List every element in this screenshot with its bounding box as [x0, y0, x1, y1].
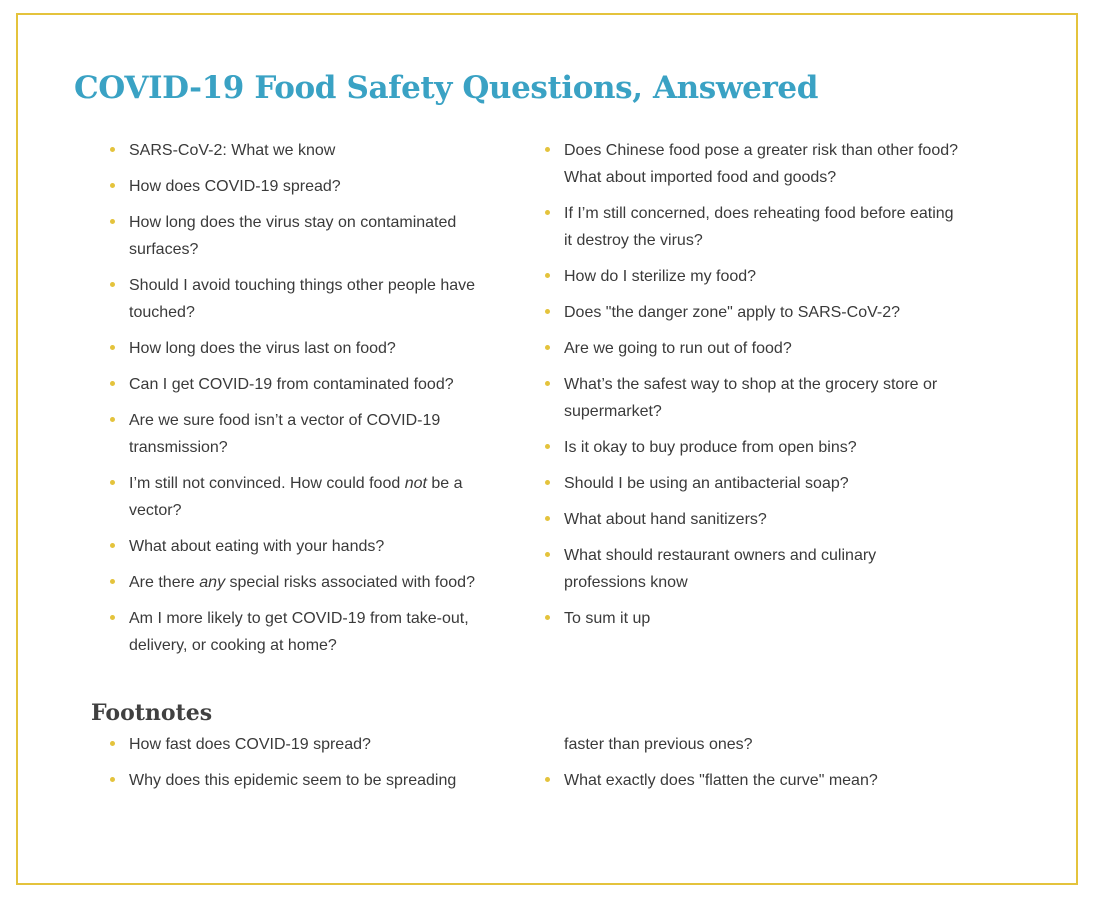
- footnote-link[interactable]: How fast does COVID-19 spread?: [129, 736, 371, 753]
- list-item[interactable]: [529, 335, 959, 362]
- question-link[interactable]: Does "the danger zone" apply to SARS-CoV-2?: [564, 304, 900, 321]
- bullet-icon: [545, 615, 550, 620]
- list-item[interactable]: [529, 506, 959, 533]
- bullet-icon: [545, 273, 550, 278]
- list-item[interactable]: [529, 605, 959, 632]
- list-item[interactable]: [94, 371, 484, 398]
- bullet-icon: [545, 444, 550, 449]
- question-link[interactable]: How long does the virus last on food?: [129, 340, 396, 357]
- question-link[interactable]: To sum it up: [564, 610, 651, 627]
- list-item[interactable]: [94, 533, 484, 560]
- bullet-icon: [110, 615, 115, 620]
- question-link[interactable]: Are we going to run out of food?: [564, 340, 792, 357]
- question-link[interactable]: Can I get COVID-19 from contaminated food?: [129, 376, 454, 393]
- footnote-continuation[interactable]: faster than previous ones?: [564, 736, 753, 753]
- question-link[interactable]: How does COVID-19 spread?: [129, 178, 341, 195]
- bullet-icon: [110, 543, 115, 548]
- question-link[interactable]: What should restaurant owners and culinary professions know: [564, 547, 877, 591]
- list-item[interactable]: [529, 263, 959, 290]
- footnotes-heading: Footnotes: [91, 700, 213, 726]
- question-link[interactable]: Are there any special risks associated with food?: [129, 574, 475, 591]
- list-item[interactable]: [94, 470, 484, 524]
- bullet-icon: [110, 345, 115, 350]
- list-item[interactable]: [529, 200, 959, 254]
- bullet-icon: [110, 741, 115, 746]
- bullet-icon: [545, 480, 550, 485]
- question-link[interactable]: I’m still not convinced. How could food not be a vector?: [129, 475, 463, 519]
- list-item[interactable]: [94, 335, 484, 362]
- footnotes-right-column: [529, 767, 959, 803]
- bullet-icon: [545, 552, 550, 557]
- question-link[interactable]: What about eating with your hands?: [129, 538, 385, 555]
- question-link[interactable]: How long does the virus stay on contaminated surfaces?: [129, 214, 457, 258]
- list-item[interactable]: [94, 569, 484, 596]
- list-item[interactable]: [529, 137, 959, 191]
- question-link[interactable]: Are we sure food isn’t a vector of COVID-19 transmission?: [129, 412, 441, 456]
- bullet-icon: [110, 219, 115, 224]
- bullet-icon: [545, 210, 550, 215]
- bullet-icon: [110, 381, 115, 386]
- question-link[interactable]: Am I more likely to get COVID-19 from take-out, delivery, or cooking at home?: [129, 610, 469, 654]
- bullet-icon: [545, 309, 550, 314]
- bullet-icon: [110, 480, 115, 485]
- page-title: COVID-19 Food Safety Questions, Answered: [74, 70, 818, 106]
- list-item[interactable]: [94, 137, 484, 164]
- question-link[interactable]: Should I be using an antibacterial soap?: [564, 475, 849, 492]
- bullet-icon: [545, 345, 550, 350]
- list-item[interactable]: [529, 434, 959, 461]
- list-item[interactable]: [529, 542, 959, 596]
- list-item[interactable]: [94, 767, 494, 794]
- question-link[interactable]: What about hand sanitizers?: [564, 511, 767, 528]
- footnote-link[interactable]: Why does this epidemic seem to be spreading: [129, 772, 457, 789]
- list-item[interactable]: [94, 731, 494, 758]
- question-link[interactable]: Does Chinese food pose a greater risk than other food? What about imported food and goods?: [564, 142, 959, 186]
- bullet-icon: [545, 147, 550, 152]
- question-link[interactable]: Is it okay to buy produce from open bins?: [564, 439, 857, 456]
- bullet-icon: [110, 147, 115, 152]
- question-link[interactable]: What’s the safest way to shop at the grocery store or supermarket?: [564, 376, 938, 420]
- list-item[interactable]: [529, 470, 959, 497]
- list-item[interactable]: [529, 767, 959, 794]
- list-item[interactable]: [94, 605, 484, 659]
- list-item[interactable]: [529, 299, 959, 326]
- question-link[interactable]: SARS-CoV-2: What we know: [129, 142, 336, 159]
- list-item[interactable]: [529, 371, 959, 425]
- bullet-icon: [545, 381, 550, 386]
- list-item[interactable]: [94, 173, 484, 200]
- footnotes-left-column: [94, 731, 494, 803]
- bullet-icon: [110, 777, 115, 782]
- bullet-icon: [110, 282, 115, 287]
- footnote-link[interactable]: What exactly does "flatten the curve" mean?: [564, 772, 878, 789]
- list-item[interactable]: [94, 272, 484, 326]
- question-link[interactable]: Should I avoid touching things other people have touched?: [129, 277, 476, 321]
- questions-left-column: [94, 137, 484, 668]
- list-item[interactable]: [94, 209, 484, 263]
- questions-right-column: [529, 137, 959, 641]
- bullet-icon: [110, 417, 115, 422]
- bullet-icon: [110, 579, 115, 584]
- list-item[interactable]: [94, 407, 484, 461]
- question-link[interactable]: If I’m still concerned, does reheating food before eating it destroy the virus?: [564, 205, 954, 249]
- bullet-icon: [545, 777, 550, 782]
- bullet-icon: [110, 183, 115, 188]
- bullet-icon: [545, 516, 550, 521]
- question-link[interactable]: How do I sterilize my food?: [564, 268, 757, 285]
